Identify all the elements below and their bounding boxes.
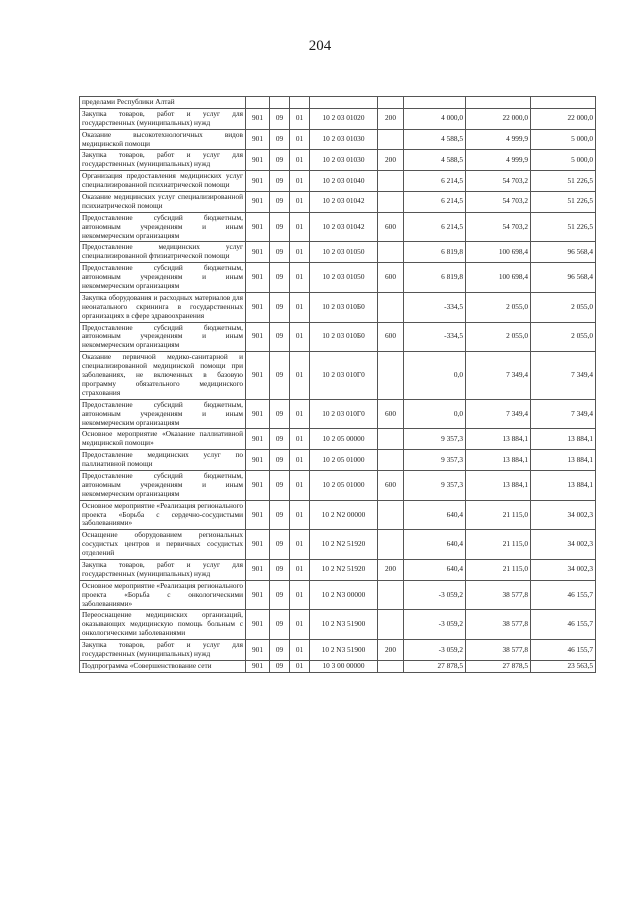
amount-3-cell: 51 226,5 [531, 212, 596, 242]
amount-1-cell: -334,5 [404, 292, 466, 322]
ministry-code-cell: 901 [246, 212, 270, 242]
target-article-cell: 10 2 N2 51920 [310, 530, 378, 560]
section-code-cell: 09 [270, 429, 290, 450]
table-row [80, 129, 596, 150]
table-row [80, 580, 596, 610]
subsection-code-cell: 01 [290, 352, 310, 399]
amount-2-cell: 13 884,1 [466, 470, 531, 500]
row-name-cell: Организация предоставления медицинских услуг специализированной психиатрической помощи [80, 171, 246, 192]
row-name-cell: Оказание первичной медико-санитарной и специализированной медицинской помощи при заболеваниях, не включенных в базовую программу обязательного медицинского страхования [80, 352, 246, 399]
amount-1-cell: 4 588,5 [404, 150, 466, 171]
amount-1-cell: -3 059,2 [404, 610, 466, 640]
row-name-cell: Переоснащение медицинских организаций, оказывающих медицинскую помощь больным с онкологическими заболеваниями [80, 610, 246, 640]
section-code-cell: 09 [270, 530, 290, 560]
subsection-code-cell: 01 [290, 660, 310, 672]
amount-3-cell: 46 155,7 [531, 640, 596, 661]
expense-type-cell [378, 450, 404, 471]
row-name-cell: Закупка товаров, работ и услуг для государственных (муниципальных) нужд [80, 640, 246, 661]
amount-3-cell: 5 000,0 [531, 129, 596, 150]
ministry-code-cell: 901 [246, 242, 270, 263]
ministry-code-cell: 901 [246, 399, 270, 429]
section-code-cell: 09 [270, 500, 290, 530]
section-code-cell: 09 [270, 129, 290, 150]
page-number: 204 [308, 38, 332, 54]
ministry-code-cell: 901 [246, 500, 270, 530]
target-article-cell: 10 2 05 01000 [310, 450, 378, 471]
amount-2-cell: 21 115,0 [466, 559, 531, 580]
amount-2-cell: 21 115,0 [466, 530, 531, 560]
amount-1-cell: 0,0 [404, 399, 466, 429]
subsection-code-cell: 01 [290, 108, 310, 129]
section-code-cell: 09 [270, 399, 290, 429]
expense-type-cell [378, 242, 404, 263]
section-code-cell: 09 [270, 263, 290, 293]
ministry-code-cell: 901 [246, 640, 270, 661]
target-article-cell: 10 2 03 01030 [310, 129, 378, 150]
table-row [80, 399, 596, 429]
table-row [80, 212, 596, 242]
ministry-code-cell: 901 [246, 108, 270, 129]
ministry-code-cell: 901 [246, 263, 270, 293]
expense-type-cell [378, 610, 404, 640]
expense-type-cell [378, 660, 404, 672]
subsection-code-cell: 01 [290, 640, 310, 661]
subsection-code-cell: 01 [290, 322, 310, 352]
table-row [80, 242, 596, 263]
amount-1-cell: 6 214,5 [404, 171, 466, 192]
amount-2-cell: 4 999,9 [466, 150, 531, 171]
subsection-code-cell: 01 [290, 450, 310, 471]
expense-type-cell: 200 [378, 108, 404, 129]
subsection-code-cell: 01 [290, 580, 310, 610]
table-row [80, 450, 596, 471]
amount-1-cell: 9 357,3 [404, 429, 466, 450]
amount-2-cell: 38 577,8 [466, 580, 531, 610]
amount-1-cell: 640,4 [404, 500, 466, 530]
section-code-cell: 09 [270, 192, 290, 213]
table-row [80, 660, 596, 672]
amount-3-cell: 51 226,5 [531, 192, 596, 213]
section-code-cell [270, 97, 290, 109]
amount-3-cell: 7 349,4 [531, 399, 596, 429]
amount-2-cell: 54 703,2 [466, 192, 531, 213]
section-code-cell: 09 [270, 470, 290, 500]
amount-1-cell: 4 000,0 [404, 108, 466, 129]
section-code-cell: 09 [270, 580, 290, 610]
amount-2-cell: 7 349,4 [466, 399, 531, 429]
section-code-cell: 09 [270, 660, 290, 672]
target-article-cell: 10 2 03 01050 [310, 263, 378, 293]
table-row [80, 530, 596, 560]
target-article-cell: 10 2 05 00000 [310, 429, 378, 450]
section-code-cell: 09 [270, 450, 290, 471]
table-row [80, 640, 596, 661]
subsection-code-cell: 01 [290, 500, 310, 530]
expense-type-cell [378, 192, 404, 213]
amount-1-cell: 640,4 [404, 559, 466, 580]
amount-3-cell [531, 97, 596, 109]
amount-2-cell: 54 703,2 [466, 212, 531, 242]
table-row [80, 97, 596, 109]
section-code-cell: 09 [270, 150, 290, 171]
target-article-cell: 10 2 05 01000 [310, 470, 378, 500]
row-name-cell: Предоставление медицинских услуг специализированной фтизиатрической помощи [80, 242, 246, 263]
target-article-cell [310, 97, 378, 109]
section-code-cell: 09 [270, 171, 290, 192]
subsection-code-cell: 01 [290, 242, 310, 263]
table-row [80, 192, 596, 213]
ministry-code-cell: 901 [246, 292, 270, 322]
amount-1-cell: 9 357,3 [404, 470, 466, 500]
expense-type-cell [378, 580, 404, 610]
amount-3-cell: 96 568,4 [531, 263, 596, 293]
target-article-cell: 10 2 N3 00000 [310, 580, 378, 610]
ministry-code-cell: 901 [246, 610, 270, 640]
row-name-cell: Предоставление субсидий бюджетным, автономным учреждениям и иным некоммерческим организациям [80, 212, 246, 242]
budget-table [79, 96, 596, 673]
table-row [80, 263, 596, 293]
subsection-code-cell [290, 97, 310, 109]
ministry-code-cell: 901 [246, 450, 270, 471]
row-name-cell: Закупка оборудования и расходных материалов для неонатального скрининга в государственных организациях в сфере здравоохранения [80, 292, 246, 322]
expense-type-cell: 200 [378, 559, 404, 580]
table-row [80, 292, 596, 322]
ministry-code-cell: 901 [246, 559, 270, 580]
table-row [80, 171, 596, 192]
amount-2-cell: 13 884,1 [466, 450, 531, 471]
amount-1-cell: 27 878,5 [404, 660, 466, 672]
target-article-cell: 10 2 03 010Г0 [310, 399, 378, 429]
subsection-code-cell: 01 [290, 292, 310, 322]
ministry-code-cell: 901 [246, 470, 270, 500]
row-name-cell: пределами Республики Алтай [80, 97, 246, 109]
expense-type-cell [378, 129, 404, 150]
ministry-code-cell: 901 [246, 580, 270, 610]
amount-2-cell: 7 349,4 [466, 352, 531, 399]
row-name-cell: Оказание медицинских услуг специализированной психиатрической помощи [80, 192, 246, 213]
target-article-cell: 10 2 03 01042 [310, 212, 378, 242]
section-code-cell: 09 [270, 292, 290, 322]
row-name-cell: Оснащение оборудованием региональных сосудистых центров и первичных сосудистых отделений [80, 530, 246, 560]
amount-1-cell: 6 214,5 [404, 192, 466, 213]
amount-3-cell: 2 055,0 [531, 292, 596, 322]
ministry-code-cell: 901 [246, 530, 270, 560]
amount-3-cell: 7 349,4 [531, 352, 596, 399]
expense-type-cell: 600 [378, 470, 404, 500]
amount-2-cell: 100 698,4 [466, 242, 531, 263]
row-name-cell: Предоставление субсидий бюджетным, автономным учреждениям и иным некоммерческим организациям [80, 399, 246, 429]
subsection-code-cell: 01 [290, 212, 310, 242]
expense-type-cell [378, 292, 404, 322]
subsection-code-cell: 01 [290, 263, 310, 293]
amount-1-cell: 0,0 [404, 352, 466, 399]
target-article-cell: 10 2 03 01050 [310, 242, 378, 263]
row-name-cell: Закупка товаров, работ и услуг для государственных (муниципальных) нужд [80, 559, 246, 580]
table-row [80, 470, 596, 500]
amount-1-cell: 6 214,5 [404, 212, 466, 242]
subsection-code-cell: 01 [290, 129, 310, 150]
amount-2-cell [466, 97, 531, 109]
amount-3-cell: 2 055,0 [531, 322, 596, 352]
target-article-cell: 10 2 N3 51900 [310, 610, 378, 640]
row-name-cell: Предоставление медицинских услуг по паллиативной помощи [80, 450, 246, 471]
amount-1-cell: 4 588,5 [404, 129, 466, 150]
target-article-cell: 10 2 03 010Г0 [310, 352, 378, 399]
amount-2-cell: 100 698,4 [466, 263, 531, 293]
ministry-code-cell: 901 [246, 322, 270, 352]
row-name-cell: Основное мероприятие «Оказание паллиативной медицинской помощи» [80, 429, 246, 450]
amount-2-cell: 38 577,8 [466, 640, 531, 661]
table-row [80, 108, 596, 129]
table-body [80, 97, 596, 673]
row-name-cell: Закупка товаров, работ и услуг для государственных (муниципальных) нужд [80, 108, 246, 129]
expense-type-cell [378, 530, 404, 560]
amount-1-cell: 6 819,8 [404, 242, 466, 263]
table-row [80, 429, 596, 450]
row-name-cell: Предоставление субсидий бюджетным, автономным учреждениям и иным некоммерческим организациям [80, 322, 246, 352]
target-article-cell: 10 2 03 010Б0 [310, 322, 378, 352]
subsection-code-cell: 01 [290, 470, 310, 500]
expense-type-cell: 200 [378, 150, 404, 171]
ministry-code-cell: 901 [246, 150, 270, 171]
ministry-code-cell: 901 [246, 660, 270, 672]
amount-1-cell: 9 357,3 [404, 450, 466, 471]
row-name-cell: Основное мероприятие «Реализация регионального проекта «Борьба с сердечно-сосудистыми заболеваниями» [80, 500, 246, 530]
subsection-code-cell: 01 [290, 150, 310, 171]
target-article-cell: 10 2 N2 00000 [310, 500, 378, 530]
target-article-cell: 10 2 N3 51900 [310, 640, 378, 661]
row-name-cell: Оказание высокотехнологичных видов медицинской помощи [80, 129, 246, 150]
target-article-cell: 10 2 N2 51920 [310, 559, 378, 580]
expense-type-cell: 600 [378, 212, 404, 242]
expense-type-cell [378, 97, 404, 109]
amount-3-cell: 51 226,5 [531, 171, 596, 192]
ministry-code-cell [246, 97, 270, 109]
row-name-cell: Закупка товаров, работ и услуг для государственных (муниципальных) нужд [80, 150, 246, 171]
amount-3-cell: 13 884,1 [531, 470, 596, 500]
ministry-code-cell: 901 [246, 171, 270, 192]
table-row [80, 610, 596, 640]
section-code-cell: 09 [270, 610, 290, 640]
amount-2-cell: 22 000,0 [466, 108, 531, 129]
expense-type-cell [378, 500, 404, 530]
target-article-cell: 10 2 03 01040 [310, 171, 378, 192]
section-code-cell: 09 [270, 212, 290, 242]
table-row [80, 500, 596, 530]
amount-2-cell: 2 055,0 [466, 292, 531, 322]
amount-2-cell: 2 055,0 [466, 322, 531, 352]
section-code-cell: 09 [270, 352, 290, 399]
expense-type-cell: 600 [378, 263, 404, 293]
target-article-cell: 10 2 03 01030 [310, 150, 378, 171]
target-article-cell: 10 2 03 010Б0 [310, 292, 378, 322]
subsection-code-cell: 01 [290, 530, 310, 560]
table-row [80, 559, 596, 580]
amount-3-cell: 46 155,7 [531, 580, 596, 610]
subsection-code-cell: 01 [290, 192, 310, 213]
row-name-cell: Основное мероприятие «Реализация регионального проекта «Борьба с онкологическими заболеваниями» [80, 580, 246, 610]
subsection-code-cell: 01 [290, 610, 310, 640]
section-code-cell: 09 [270, 559, 290, 580]
ministry-code-cell: 901 [246, 192, 270, 213]
expense-type-cell: 600 [378, 322, 404, 352]
expense-type-cell: 600 [378, 399, 404, 429]
amount-3-cell: 13 884,1 [531, 450, 596, 471]
amount-2-cell: 4 999,9 [466, 129, 531, 150]
expense-type-cell [378, 352, 404, 399]
subsection-code-cell: 01 [290, 429, 310, 450]
amount-2-cell: 21 115,0 [466, 500, 531, 530]
amount-2-cell: 54 703,2 [466, 171, 531, 192]
row-name-cell: Подпрограмма «Совершенствование сети [80, 660, 246, 672]
amount-2-cell: 27 878,5 [466, 660, 531, 672]
amount-1-cell: 640,4 [404, 530, 466, 560]
section-code-cell: 09 [270, 322, 290, 352]
amount-3-cell: 34 002,3 [531, 500, 596, 530]
ministry-code-cell: 901 [246, 352, 270, 399]
target-article-cell: 10 2 03 01042 [310, 192, 378, 213]
amount-3-cell: 13 884,1 [531, 429, 596, 450]
amount-3-cell: 96 568,4 [531, 242, 596, 263]
amount-3-cell: 23 563,5 [531, 660, 596, 672]
amount-3-cell: 22 000,0 [531, 108, 596, 129]
table-row [80, 150, 596, 171]
table-row [80, 352, 596, 399]
amount-3-cell: 46 155,7 [531, 610, 596, 640]
section-code-cell: 09 [270, 640, 290, 661]
amount-1-cell: 6 819,8 [404, 263, 466, 293]
row-name-cell: Предоставление субсидий бюджетным, автономным учреждениям и иным некоммерческим организациям [80, 263, 246, 293]
subsection-code-cell: 01 [290, 559, 310, 580]
amount-3-cell: 34 002,3 [531, 559, 596, 580]
amount-2-cell: 38 577,8 [466, 610, 531, 640]
expense-type-cell [378, 171, 404, 192]
amount-1-cell: -3 059,2 [404, 640, 466, 661]
target-article-cell: 10 2 03 01020 [310, 108, 378, 129]
amount-3-cell: 34 002,3 [531, 530, 596, 560]
amount-3-cell: 5 000,0 [531, 150, 596, 171]
subsection-code-cell: 01 [290, 171, 310, 192]
row-name-cell: Предоставление субсидий бюджетным, автономным учреждениям и иным некоммерческим организациям [80, 470, 246, 500]
expense-type-cell: 200 [378, 640, 404, 661]
section-code-cell: 09 [270, 242, 290, 263]
amount-1-cell: -334,5 [404, 322, 466, 352]
expense-type-cell [378, 429, 404, 450]
amount-1-cell [404, 97, 466, 109]
subsection-code-cell: 01 [290, 399, 310, 429]
amount-2-cell: 13 884,1 [466, 429, 531, 450]
ministry-code-cell: 901 [246, 429, 270, 450]
amount-1-cell: -3 059,2 [404, 580, 466, 610]
target-article-cell: 10 3 00 00000 [310, 660, 378, 672]
section-code-cell: 09 [270, 108, 290, 129]
table-row [80, 322, 596, 352]
ministry-code-cell: 901 [246, 129, 270, 150]
